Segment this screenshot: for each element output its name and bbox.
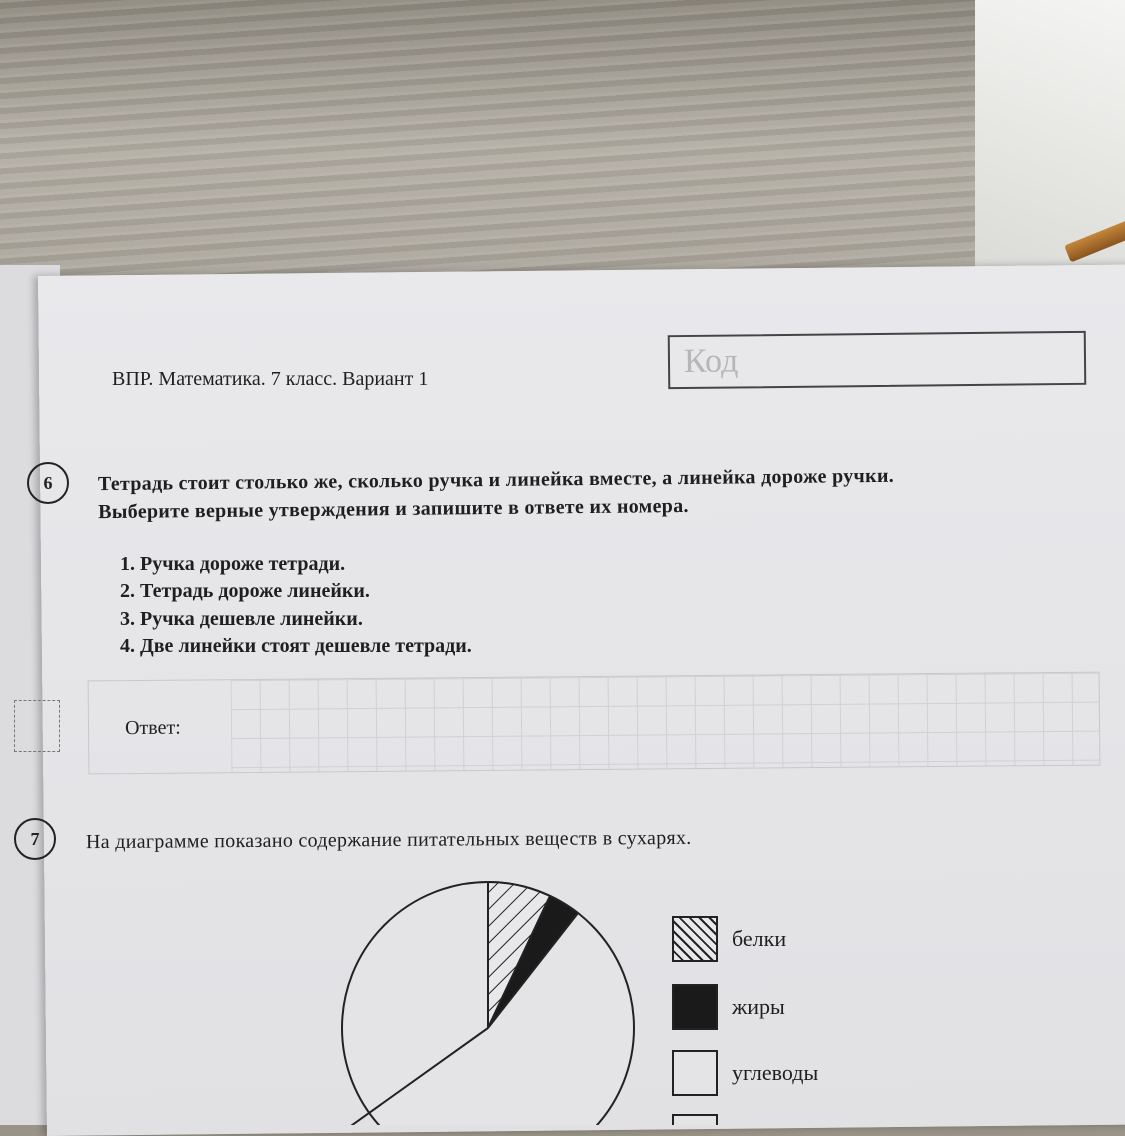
code-label: Код (683, 342, 739, 381)
legend-item-fats (672, 984, 785, 1030)
page-header-title: ВПР. Математика. 7 класс. Вариант 1 (112, 368, 429, 390)
task-6-question-line1: Тетрадь стоит столько же, сколько ручка и линейка вместе, а линейка дороже ручки. (97, 464, 895, 496)
task-7-question: На диаграмме показано содержание питательных веществ в сухарях. (85, 826, 692, 854)
hatched-swatch-icon (672, 916, 718, 962)
answer-area (88, 672, 1101, 775)
task-6-option-2: 2. Тетрадь дороже линейки. (120, 580, 370, 602)
legend-item-partial (672, 1114, 732, 1125)
task-6-number-text: 6 (43, 472, 53, 493)
legend-label-carbs: углеводы (732, 1060, 819, 1085)
task-7-number (14, 818, 56, 860)
answer-label: Ответ: (124, 716, 181, 740)
black-swatch-icon (672, 984, 718, 1030)
legend-label-fats: жиры (732, 994, 785, 1019)
partial-swatch-icon (672, 1114, 718, 1125)
task-6-option-1: 1. Ручка дороже тетради. (120, 553, 346, 575)
task-6-option-4: 4. Две линейки стоят дешевле тетради. (120, 635, 472, 657)
legend-label-proteins: белки (732, 926, 787, 951)
task-6-question (98, 462, 895, 526)
legend-item-proteins (672, 916, 786, 962)
answer-grid[interactable] (231, 673, 1100, 773)
white-swatch-icon (672, 1050, 718, 1096)
task-6-number (27, 462, 69, 504)
task-7-number-text: 7 (30, 828, 40, 849)
task-6-question-line2: Выберите верные утверждения и запишите в ответе их номера. (98, 494, 689, 524)
pie-chart-svg (330, 870, 650, 1125)
task-6-option-3: 3. Ручка дешевле линейки. (120, 608, 363, 630)
pie-chart (330, 870, 650, 1125)
code-box[interactable] (668, 331, 1087, 389)
legend-item-carbs (672, 1050, 818, 1096)
score-box[interactable] (14, 700, 60, 752)
